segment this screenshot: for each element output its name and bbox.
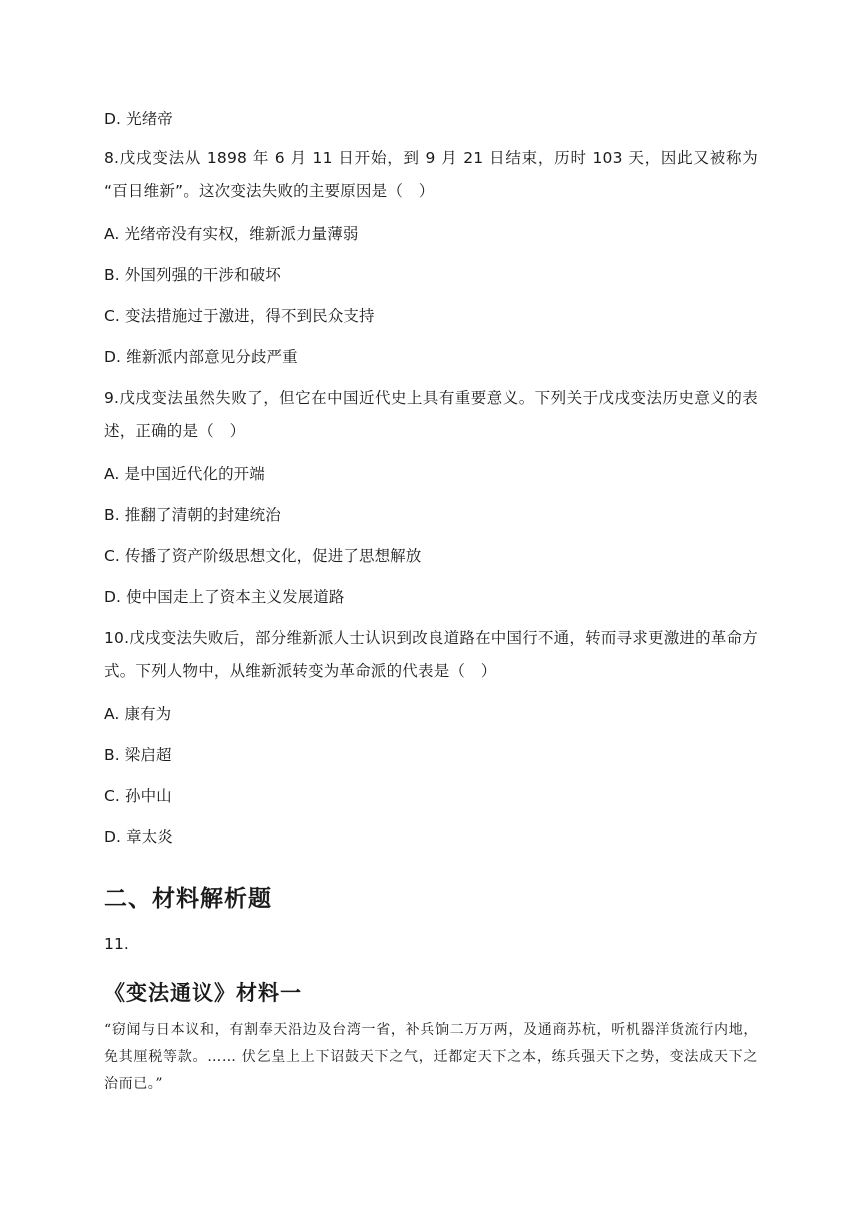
q8-option-a: A. 光绪帝没有实权，维新派力量薄弱 — [104, 225, 359, 243]
q10-option-c: C. 孙中山 — [104, 787, 172, 805]
q9-option-d: D. 使中国走上了资本主义发展道路 — [104, 588, 345, 606]
q8-option-b: B. 外国列强的干涉和破坏 — [104, 266, 281, 284]
material-title: 《变法通议》材料一 — [104, 980, 302, 1005]
q9-stem: 9.戊戌变法虽然失败了，但它在中国近代史上具有重要意义。下列关于戊戌变法历史意义的表述，正确的是（ ） — [104, 389, 758, 440]
q10-option-a: A. 康有为 — [104, 705, 172, 723]
q8-stem: 8.戊戌变法从 1898 年 6 月 11 日开始，到 9 月 21 日结束，历时 103 天，因此又被称为 “百日维新”。这次变法失败的主要原因是（ ） — [104, 149, 758, 200]
q10-option-b: B. 梁启超 — [104, 746, 172, 764]
q7-option-d: D. 光绪帝 — [104, 110, 173, 128]
q10-option-d: D. 章太炎 — [104, 828, 173, 846]
q9-option-a: A. 是中国近代化的开端 — [104, 465, 265, 483]
q9-option-c: C. 传播了资产阶级思想文化，促进了思想解放 — [104, 547, 422, 565]
section-heading: 二、材料解析题 — [104, 886, 272, 912]
material-text: “窃闻与日本议和，有割奉天沿边及台湾一省，补兵饷二万万两，及通商苏杭，听机器洋货流行内地，免其厘税等款。…… 伏乞皇上上下诏鼓天下之气，迁都定天下之本，练兵强天下之势，变法成天下之治而已。” — [104, 1022, 758, 1092]
q10-stem: 10.戊戌变法失败后，部分维新派人士认识到改良道路在中国行不通，转而寻求更激进的革命方式。下列人物中，从维新派转变为革命派的代表是（ ） — [104, 629, 758, 680]
q9-option-b: B. 推翻了清朝的封建统治 — [104, 506, 281, 524]
q8-option-c: C. 变法措施过于激进，得不到民众支持 — [104, 307, 375, 325]
q8-option-d: D. 维新派内部意见分歧严重 — [104, 348, 298, 366]
q11-number: 11. — [104, 935, 129, 953]
